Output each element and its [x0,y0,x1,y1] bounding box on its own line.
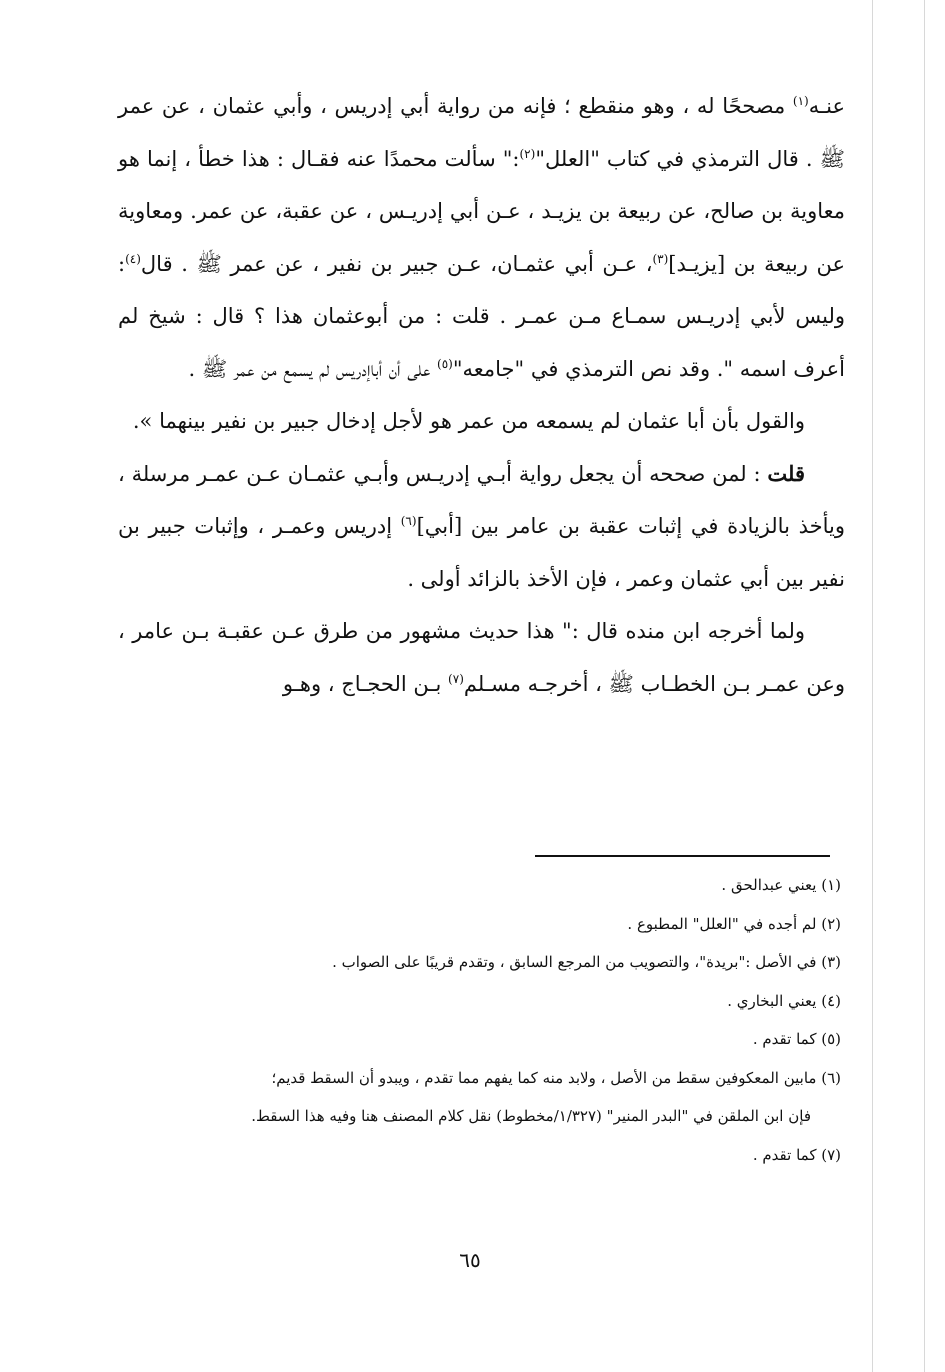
main-text [118,80,845,710]
qult-label: قلت [767,460,805,486]
footnote-7: (٧) كما تقدم . [752,1145,841,1164]
footnote-ref-1[interactable]: (١) [792,94,809,108]
paragraph-4: ولما أخرجه ابن منده قال :" هذا حديث مشهور من طرق عـن عقبـة بـن عامر ، وعن عمـر بـن الخطـاب ﷺ ، أخرجـه مسـلم$^{(٧)}$ بـن الحجـاج ، وهـو [118,619,845,696]
footnote-1: (١) يعني عبدالحق . [721,876,841,894]
scan-edge-line [924,0,925,1372]
footnote-5: (٥) كما تقدم . [752,1030,841,1048]
page-number: ٦٥ [459,1248,481,1272]
paragraph-1: عنـه$^{(١)}$ مصححًا له ، وهو منقطع ؛ فإنه من رواية أبي إدريس ، وأبي عثمان ، عن عمر ﷺ . قال الترمذي في كتاب "العلل"$^{(٢)}$:" سألت محمدًا عنه فقـال : هذا خطأ ، إنما هو معاوية بن صالح، عن ربيعة بن يزيـد ، عـن أبي إدريـس ، عن عقبة، عن عمر. ومعاوية عن ربيعة بن [يزيـد]$^{(٣)}$، عـن أبي عثمـان، عـن جبير بن نفير ، عن عمر ﷺ . قال$^{(٤)}$: وليس لأبي إدريـس سمـاع مـن عمـر . قلت : من أبوعثمان هذا ؟ قال : شيخ لم أعرف اسمه ". وقد نص الترمذي في "جامعه"$^{(٥)}$ على أن أباإدريس لم يسمع من عمر ﷺ . [118,94,845,381]
footnote-ref-4[interactable]: (٤) [125,251,141,266]
footnote-6-continued: فإن ابن الملقن في "البدر المنير" (١/٣٢٧/مخطوط) نقل كلام المصنف هنا وفيه هذا السقط. [251,1107,811,1125]
footnote-ref-6[interactable]: (٦) [400,514,417,528]
footnote-separator [535,855,830,857]
scan-edge-line [872,0,873,1372]
footnote-2: (٢) لم أجده في "العلل" المطبوع . [627,914,841,933]
footnotes [115,866,841,1174]
paragraph-3: قلت : لمن صححه أن يجعل رواية أبـي إدريـس وأبـي عثمـان عـن عمـر مرسلة ، ويأخذ بالزيادة في إثبات عقبة بن عامر بين [أبي]$^{(٦)}$ إدريس وعمـر ، وإثبات جبير بن نفير بين أبي عثمان وعمر ، فإن الأخذ بالزائد أولى . [118,460,845,591]
footnote-ref-5[interactable]: (٥) [437,356,453,371]
footnote-ref-2[interactable]: (٢) [519,146,536,161]
footnote-3: (٣) في الأصل :"بريدة"، والتصويب من المرجع السابق ، وتقدم قريبًا على الصواب . [332,953,841,971]
footnote-6: (٦) مابين المعكوفين سقط من الأصل ، ولابد منه كما يفهم مما تقدم ، ويبدو أن السقط قديم؛ [271,1068,841,1087]
footnote-ref-7[interactable]: (٧) [448,671,464,686]
paragraph-2: والقول بأن أبا عثمان لم يسمعه من عمر هو لأجل إدخال جبير بن نفير بينهما ». [132,409,805,433]
footnote-ref-3[interactable]: (٣) [652,251,669,266]
footnote-4: (٤) يعني البخاري . [727,991,841,1010]
